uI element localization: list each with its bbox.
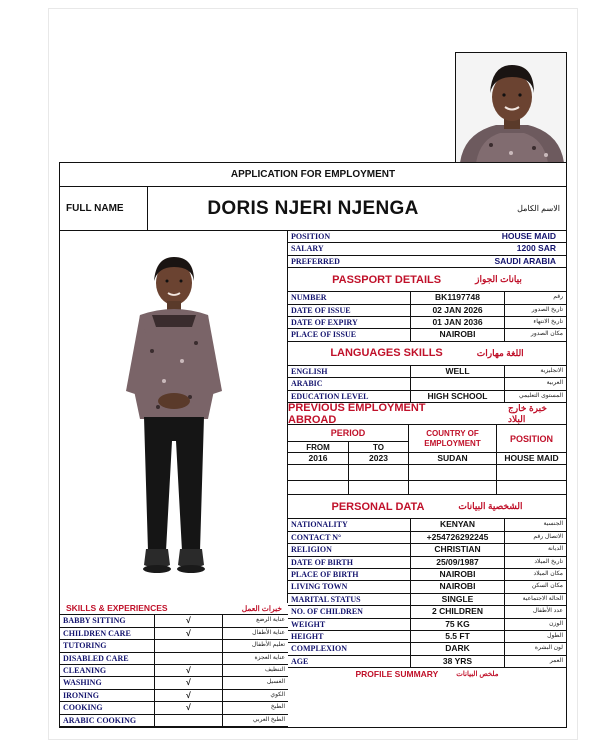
employment-section	[288, 403, 566, 425]
portrait-photo	[455, 52, 567, 162]
personal-row-value: +254726292245	[410, 532, 504, 543]
passport-row-value: NAIROBI	[410, 329, 504, 340]
personal-row	[288, 643, 566, 655]
personal-row	[288, 606, 566, 618]
employment-empty-row	[288, 465, 566, 481]
skills-title: SKILLS & EXPERIENCES	[66, 603, 168, 613]
personal-row-value: SINGLE	[410, 594, 504, 605]
employment-country-label: COUNTRY OF EMPLOYMENT	[408, 425, 496, 452]
form-title: APPLICATION FOR EMPLOYMENT	[60, 163, 566, 187]
employment-empty-cell	[348, 481, 408, 494]
personal-row-value: DARK	[410, 643, 504, 654]
personal-row-label: LIVING TOWN	[291, 582, 348, 592]
skill-label-ar: عناية العجزة	[222, 653, 288, 664]
position-row-label: PREFERRED	[291, 256, 340, 266]
personal-row-label-ar: الجنسية	[504, 519, 566, 530]
passport-row-label-ar: رقم	[504, 292, 566, 303]
personal-row-label: MARITAL STATUS	[291, 594, 361, 604]
employment-to-label: TO	[348, 442, 408, 453]
personal-row	[288, 532, 566, 544]
personal-row-label-ar: الحالة الاجتماعية	[504, 594, 566, 605]
skill-row	[60, 653, 288, 665]
skill-label: DISABLED CARE	[63, 653, 129, 663]
position-row-value: HOUSE MAID	[501, 231, 556, 241]
employment-empty-cell	[408, 465, 496, 480]
employment-empty-row	[288, 481, 566, 495]
skills-header	[60, 603, 288, 615]
employment-section-title-ar: خبرة خارج البلاد	[508, 402, 547, 424]
personal-row	[288, 631, 566, 643]
position-row-label: POSITION	[291, 232, 331, 241]
full-body-photo	[112, 251, 236, 581]
passport-row-label-ar: تاريخ الانتهاء	[504, 317, 566, 328]
position-row-label: SALARY	[291, 244, 324, 254]
skill-check: √	[154, 690, 222, 701]
employment-from-to	[288, 441, 408, 453]
passport-row	[288, 329, 566, 341]
languages-section-title-ar: اللغة مهارات	[476, 347, 524, 358]
full-name-label: FULL NAME	[60, 187, 148, 230]
full-name-label-ar: الاسم الكامل	[517, 204, 560, 213]
personal-row-value: 25/09/1987	[410, 557, 504, 568]
passport-row-label: DATE OF ISSUE	[291, 305, 351, 315]
passport-section-title: PASSPORT DETAILS	[332, 273, 442, 286]
skill-label: BABBY SITTING	[63, 616, 126, 626]
employment-row	[288, 453, 566, 465]
skill-row	[60, 715, 288, 727]
personal-row-value: 5.5 FT	[410, 631, 504, 642]
language-row-label: ENGLISH	[291, 366, 328, 376]
personal-row-label: AGE	[291, 656, 309, 666]
skill-label: IRONING	[63, 690, 100, 700]
skill-check: √	[154, 702, 222, 713]
personal-row-value: 38 YRS	[410, 656, 504, 667]
personal-row-value: NAIROBI	[410, 569, 504, 580]
full-body-photo-cell	[60, 231, 288, 603]
employment-position-label: POSITION	[496, 425, 566, 452]
position-row-value: SAUDI ARABIA	[494, 255, 556, 266]
employment-section-title: PREVIOUS EMPLOYMENT ABROAD	[288, 401, 426, 426]
position-row	[288, 256, 566, 268]
personal-row-value: 75 KG	[410, 619, 504, 630]
language-row-label: ARABIC	[291, 379, 323, 389]
personal-row-value: NAIROBI	[410, 581, 504, 592]
skill-label-ar: تعليم الأطفال	[222, 640, 288, 651]
language-row-value	[410, 378, 504, 389]
employment-empty-cell	[496, 481, 566, 494]
skill-label-ar: عناية الأطفال	[222, 628, 288, 639]
personal-row	[288, 581, 566, 593]
passport-row-label: NUMBER	[291, 293, 327, 303]
skill-label: WASHING	[63, 678, 102, 688]
skill-check: √	[154, 628, 222, 639]
personal-row	[288, 519, 566, 531]
skill-label-ar: التنظيف	[222, 665, 288, 676]
personal-row-label: HEIGHT	[291, 632, 324, 641]
passport-section	[288, 268, 566, 292]
employment-country: SUDAN	[408, 453, 496, 464]
personal-row-label-ar: الطول	[504, 631, 566, 642]
passport-row-value: BK1197748	[410, 292, 504, 303]
skill-row	[60, 677, 288, 689]
skill-label: CHILDREN CARE	[63, 628, 131, 638]
skill-label-ar: الطبخ	[222, 702, 288, 713]
personal-row-label-ar: لون البشرة	[504, 643, 566, 654]
profile-summary-label-ar: ملخص البيانات	[456, 671, 499, 679]
position-row-value: 1200 SAR	[516, 243, 556, 254]
skill-label-ar: عناية الرضع	[222, 615, 288, 626]
personal-row-label: CONTACT N°	[291, 532, 342, 542]
position-row	[288, 231, 566, 243]
employment-from: 2016	[308, 453, 328, 463]
passport-section-title-ar: بيانات الجواز	[475, 274, 522, 285]
passport-row	[288, 317, 566, 329]
personal-section	[288, 495, 566, 519]
skill-row	[60, 615, 288, 627]
skill-label: ARABIC COOKING	[63, 715, 137, 725]
personal-row	[288, 594, 566, 606]
passport-row-label: DATE OF EXPIRY	[291, 318, 358, 327]
personal-row-label-ar: الاتصال رقم	[504, 532, 566, 543]
language-row-label-ar: المستوى التعليمي	[504, 391, 566, 402]
employment-header	[288, 425, 566, 453]
skill-check	[154, 640, 222, 651]
personal-row	[288, 619, 566, 631]
language-row-label: EDUCATION LEVEL	[291, 391, 369, 401]
personal-row-label: WEIGHT	[291, 619, 326, 629]
skills-title-ar: خبرات العمل	[241, 604, 282, 613]
skill-check	[154, 653, 222, 664]
skill-check	[154, 715, 222, 726]
personal-section-title-ar: الشخصية البيانات	[458, 501, 523, 512]
profile-summary	[288, 668, 566, 680]
language-row-value: HIGH SCHOOL	[410, 391, 504, 402]
skill-check: √	[154, 677, 222, 688]
employment-to: 2023	[348, 453, 408, 464]
passport-row-label-ar: مكان الصدور	[504, 329, 566, 340]
personal-section-title: PERSONAL DATA	[331, 500, 425, 513]
skill-label: CLEANING	[63, 666, 107, 675]
personal-row-label-ar: مكان الميلاد	[504, 569, 566, 580]
skill-row	[60, 665, 288, 677]
passport-row	[288, 292, 566, 304]
skill-label-ar: الغسيل	[222, 677, 288, 688]
personal-row-label: RELIGION	[291, 545, 332, 555]
personal-row-label-ar: تاريخ الميلاد	[504, 557, 566, 568]
passport-row-label-ar: تاريخ الصدور	[504, 305, 566, 316]
skill-label: TUTORING	[63, 641, 107, 651]
language-row-value: WELL	[410, 366, 504, 377]
personal-row-label: PLACE OF BIRTH	[291, 570, 359, 579]
employment-from-label: FROM	[306, 443, 330, 452]
skill-row	[60, 702, 288, 714]
employment-position: HOUSE MAID	[496, 453, 566, 464]
personal-row-value: KENYAN	[410, 519, 504, 530]
language-row	[288, 366, 566, 378]
skill-label-ar: الكوي	[222, 690, 288, 701]
full-name-value: DORIS NJERI NJENGA	[207, 197, 419, 219]
personal-row-label: NATIONALITY	[291, 520, 348, 530]
employment-period-label: PERIOD	[330, 428, 366, 438]
personal-row-label-ar: عدد الأطفال	[504, 606, 566, 617]
application-form	[59, 162, 567, 728]
personal-row	[288, 557, 566, 569]
language-row-label-ar: العربية	[504, 378, 566, 389]
skill-check: √	[154, 615, 222, 626]
personal-row-label: DATE OF BIRTH	[291, 557, 353, 567]
personal-row-label: NO. OF CHILDREN	[291, 607, 363, 617]
passport-row-value: 01 JAN 2036	[410, 317, 504, 328]
personal-row	[288, 569, 566, 581]
personal-row	[288, 544, 566, 556]
employment-empty-cell	[408, 481, 496, 494]
personal-row-label-ar: الديانة	[504, 544, 566, 555]
skill-row	[60, 640, 288, 652]
language-row-label-ar: الانجليزية	[504, 366, 566, 377]
personal-row-label-ar: الوزن	[504, 619, 566, 630]
personal-row-value: 2 CHILDREN	[410, 606, 504, 617]
skill-row	[60, 628, 288, 640]
personal-row-label-ar: العمر	[504, 656, 566, 667]
personal-row	[288, 656, 566, 668]
skill-label: COOKING	[63, 703, 103, 713]
skill-label-ar: الطبخ العربي	[222, 715, 288, 726]
profile-summary-label: PROFILE SUMMARY	[355, 669, 439, 680]
languages-section	[288, 342, 566, 366]
passport-row	[288, 305, 566, 317]
skill-check: √	[154, 665, 222, 676]
full-name-row	[60, 187, 566, 231]
passport-row-value: 02 JAN 2026	[410, 305, 504, 316]
skill-row	[60, 690, 288, 702]
personal-row-label: COMPLEXION	[291, 644, 347, 654]
position-row	[288, 243, 566, 255]
personal-row-label-ar: مكان السكن	[504, 581, 566, 592]
languages-section-title: LANGUAGES SKILLS	[330, 347, 443, 360]
passport-row-label: PLACE OF ISSUE	[291, 330, 357, 340]
personal-row-value: CHRISTIAN	[410, 544, 504, 555]
language-row	[288, 378, 566, 390]
employment-empty-cell	[348, 465, 408, 480]
employment-empty-cell	[496, 465, 566, 480]
